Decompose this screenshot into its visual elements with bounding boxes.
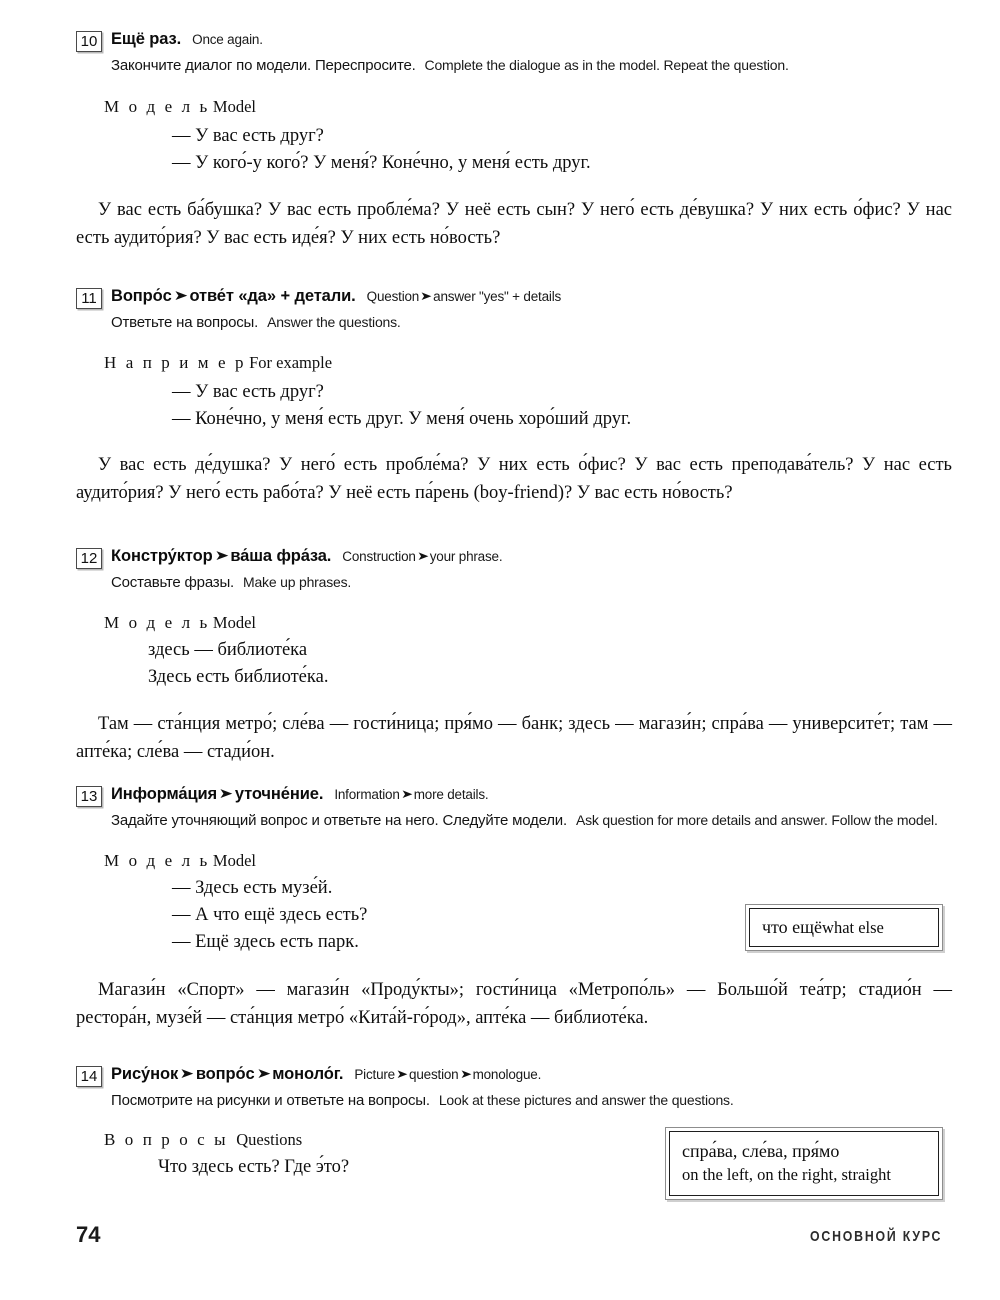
exercise-number-badge: 10 <box>76 31 102 52</box>
exercise-10-title <box>111 30 952 49</box>
example-label-ru: Н а п р и м е р <box>104 353 247 372</box>
callout-directions-inner <box>669 1131 939 1196</box>
exercise-10-instruction <box>76 55 952 76</box>
model-line: — У вас есть друг? <box>172 382 324 402</box>
exercise-number-badge: 11 <box>76 288 102 309</box>
exercise-14-instruction <box>76 1090 952 1111</box>
exercise-14-title-en-3: monologue. <box>472 1067 542 1082</box>
exercise-13-instruction <box>76 810 952 831</box>
exercise-number-badge: 14 <box>76 1066 102 1087</box>
model-line: — Здесь есть музе́й. <box>172 878 333 898</box>
model-line: — У вас есть друг? <box>172 126 324 146</box>
exercise-10-body-text: У вас есть ба́бушка? У вас есть пробле́ма? У неё есть сын? У него́ есть де́вушка? У них есть о́фис? У нас есть аудито́рия? У вас есть иде́я? У них есть но́вость? <box>76 200 952 248</box>
model-label-13 <box>76 851 952 871</box>
model-label-12 <box>76 613 952 633</box>
exercise-10 <box>76 30 952 252</box>
exercise-11-header <box>76 287 952 309</box>
exercise-13-title-ru-1: Информа́ция <box>111 785 218 803</box>
arrow-icon: ➤ <box>214 548 229 564</box>
model-line: Здесь есть библиоте́ка. <box>148 667 329 687</box>
arrow-icon: ➤ <box>173 288 188 304</box>
exercise-13-title-ru-2: уточне́ние. <box>234 785 324 803</box>
exercise-13-title <box>111 785 952 804</box>
exercise-11-title <box>111 287 952 306</box>
model-line: — Коне́чно, у меня́ есть друг. У меня́ очень хоро́ший друг. <box>172 409 632 429</box>
arrow-icon: ➤ <box>256 1066 271 1082</box>
exercise-14-title-en-2: question <box>409 1067 459 1082</box>
example-label-en: For example <box>249 353 333 372</box>
exercise-14-title <box>111 1065 952 1084</box>
exercise-10-body <box>76 196 952 252</box>
exercise-14-title-ru-3: моноло́г. <box>272 1065 344 1083</box>
arrow-icon: ➤ <box>459 1067 472 1081</box>
exercise-11 <box>76 287 952 507</box>
model-line: — А что ещё здесь есть? <box>172 905 368 925</box>
arrow-icon: ➤ <box>420 289 433 303</box>
exercise-13-title-en-2: more details. <box>413 787 489 802</box>
exercise-12-instruction <box>76 572 952 593</box>
model-label-ru: М о д е л ь <box>104 97 210 116</box>
callout-directions-ru: спра́ва, сле́ва, пря́мо <box>682 1141 840 1161</box>
arrow-icon: ➤ <box>400 787 413 801</box>
exercise-14-header <box>76 1065 952 1087</box>
exercise-13-instruction-ru: Задайте уточняющий вопрос и ответьте на него. Следуйте модели. <box>111 812 567 829</box>
callout-directions <box>665 1127 943 1200</box>
exercise-12-instruction-en: Make up phrases. <box>243 574 352 590</box>
model-line: — Ещё здесь есть парк. <box>172 932 359 952</box>
exercise-11-instruction-en: Answer the questions. <box>267 314 401 330</box>
exercise-11-instruction-ru: Ответьте на вопросы. <box>111 314 259 331</box>
exercise-11-body-text: У вас есть де́душка? У него́ есть пробле́ма? У них есть о́фис? У вас есть преподава́тель? У нас есть аудито́рия? У него́ есть рабо́та? У неё есть па́рень (boy-friend)? У вас есть но́вость? <box>76 455 952 503</box>
callout-what-else-en: what else <box>822 918 884 937</box>
arrow-icon: ➤ <box>179 1066 195 1082</box>
exercise-12-title-ru-2: ва́ша фра́за. <box>230 547 332 565</box>
model-label-10 <box>76 97 952 117</box>
callout-what-else <box>745 904 943 951</box>
arrow-icon: ➤ <box>395 1067 409 1081</box>
callout-what-else-ru: что ещё <box>762 917 823 937</box>
exercise-10-title-ru: Ещё раз. <box>111 30 182 48</box>
exercise-14-title-ru-2: вопро́с <box>195 1065 255 1083</box>
exercise-14-title-ru-1: Рису́нок <box>111 1065 179 1083</box>
exercise-12-body <box>76 710 952 766</box>
questions-label-ru: В о п р о с ы <box>104 1130 229 1149</box>
exercise-13-body <box>76 976 952 1032</box>
exercise-10-header <box>76 30 952 52</box>
questions-line: Что здесь есть? Где э́то? <box>158 1157 350 1177</box>
exercise-13-body-text: Магази́н «Спорт» — магази́н «Проду́кты»; гости́ница «Метропо́ль» — Большо́й теа́тр; стадио́н — рестора́н, музе́й — ста́нция метро́ «Кита́й-го́род», апте́ка — библиоте́ка. <box>76 980 952 1028</box>
course-title: ОСНОВНОЙ КУРС <box>809 1228 942 1245</box>
model-line: здесь — библиоте́ка <box>148 640 308 660</box>
exercise-number-badge: 13 <box>76 786 102 807</box>
exercise-12-title-en-1: Construction <box>342 549 416 564</box>
exercise-13-title-en-1: Information <box>334 787 400 802</box>
exercise-11-body <box>76 451 952 507</box>
exercise-12-title-en-2: your phrase. <box>429 549 503 564</box>
exercise-11-title-en-1: Question <box>366 289 420 304</box>
exercise-14-title-en-1: Picture <box>354 1067 395 1082</box>
model-label-ru: М о д е л ь <box>104 851 210 870</box>
model-label-ru: М о д е л ь <box>104 613 210 632</box>
exercise-11-title-ru-2: отве́т «да» + детали. <box>189 287 356 305</box>
model-label-en: Model <box>212 851 256 870</box>
exercise-13-instruction-en: Ask question for more details and answer. Follow the model. <box>575 812 938 828</box>
exercise-11-title-ru-1: Вопро́с <box>111 287 172 305</box>
callout-what-else-inner <box>749 908 939 947</box>
arrow-icon: ➤ <box>218 786 234 802</box>
exercise-12-header <box>76 547 952 569</box>
exercise-10-instruction-en: Complete the dialogue as in the model. Repeat the question. <box>424 57 789 73</box>
exercise-12 <box>76 547 952 766</box>
exercise-11-title-en-2: answer "yes" + details <box>433 289 562 304</box>
exercise-12-body-text: Там — ста́нция метро́; сле́ва — гости́ница; пря́мо — банк; здесь — магази́н; спра́ва — университе́т; там — апте́ка; сле́ва — стади́он. <box>76 714 952 762</box>
exercise-14-instruction-en: Look at these pictures and answer the questions. <box>438 1092 734 1108</box>
exercise-13-header <box>76 785 952 807</box>
exercise-11-instruction <box>76 312 952 333</box>
exercise-10-instruction-ru: Закончите диалог по модели. Переспросите. <box>111 57 416 74</box>
exercise-10-title-en: Once again. <box>192 32 263 47</box>
example-label-11 <box>76 353 952 373</box>
exercise-14-instruction-ru: Посмотрите на рисунки и ответьте на вопросы. <box>111 1092 430 1109</box>
page-number: 74 <box>76 1222 101 1247</box>
exercise-12-instruction-ru: Составьте фразы. <box>111 574 235 591</box>
model-label-en: Model <box>212 613 256 632</box>
callout-directions-en: on the left, on the right, straight <box>682 1165 891 1184</box>
model-line: — У кого́-у кого́? У меня́? Коне́чно, у меня́ есть друг. <box>172 153 591 173</box>
exercise-12-title <box>111 547 952 566</box>
arrow-icon: ➤ <box>416 549 429 563</box>
exercise-12-title-ru-1: Констру́ктор <box>111 547 213 565</box>
model-label-en: Model <box>212 97 256 116</box>
questions-label-en: Questions <box>236 1130 303 1149</box>
exercise-number-badge: 12 <box>76 548 102 569</box>
